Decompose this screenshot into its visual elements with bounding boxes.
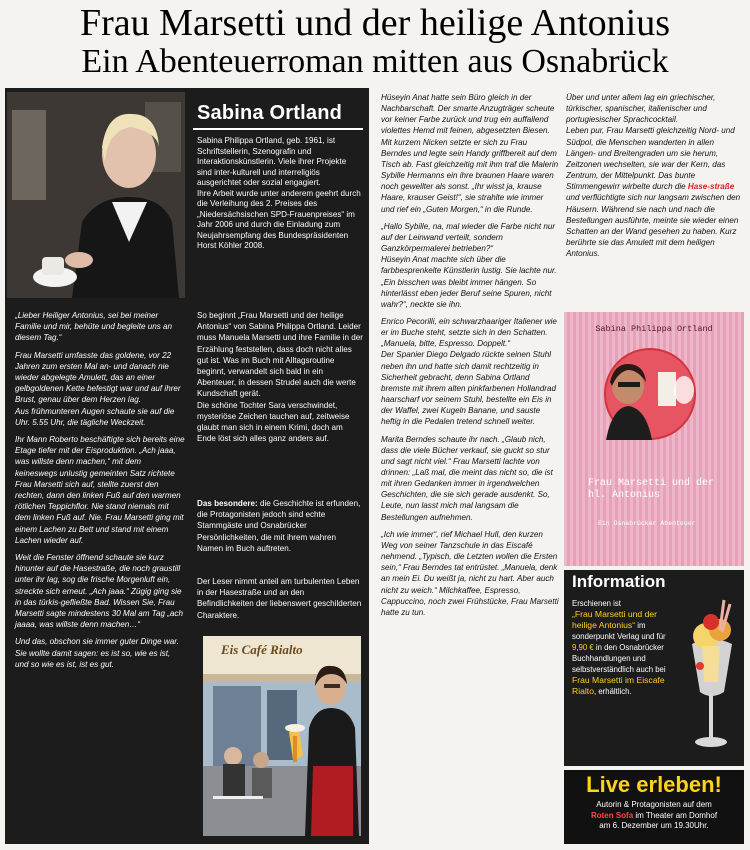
info-text: im sonderpunkt Verlag und für: [572, 621, 666, 641]
story-paragraph: Frau Marsetti umfasste das goldene, vor 22 Jahren zum ersten Mal an- und danach nie wieder abgelegte Amulett, das an einer gelbgoldenen Kette befestigt war und auf ihrer Brust, genau über dem Herzen lag.: [15, 350, 181, 405]
book-author: Sabina Philippa Ortland: [595, 324, 713, 334]
info-text: , erhältlich.: [593, 687, 632, 696]
live-text: [564, 800, 744, 832]
info-price: 9,90 €: [572, 643, 594, 652]
cafe-sign: Eis Café Rialto: [221, 642, 303, 657]
story-paragraph: Weit die Fenster öffnend schaute sie kurz hinunter auf die Hasestraße, die noch graustill unter ihr lag, sog die frische Morgenluft ein, streckte sich erneut. „Ach jaaa.“ Zügig ging sie in das türkis-gefließte Bad. Wissen Sie, Frau Marsetti sagte mindestens 30 Mal am Tag „ach jaaaa, was willste denn machen…“: [15, 553, 183, 630]
book-cover: [564, 312, 744, 566]
besonderes-box: [197, 498, 363, 554]
headline-line-1: Frau Marsetti und der heilige Antonius: [80, 2, 670, 44]
story-paragraph: Die schöne Tochter Sara verschwindet, mysteriöse Zeichen tauchen auf, zeitweise glaubt man sich in einem Krimi, doch am Ende löst sich alles ganz anders auf.: [197, 400, 350, 444]
live-text-line: im Theater am Domhof: [633, 810, 718, 820]
story-mid-column: [197, 310, 363, 450]
book-title: Frau Marsetti und der hl. Antonius: [588, 478, 715, 501]
live-heading: Live erleben!: [586, 772, 722, 797]
story-paragraph: [566, 125, 744, 259]
hasestrasse-link: Hase-straße: [687, 182, 735, 192]
author-bio: [197, 136, 363, 252]
story-paragraph: „Ich wie immer“, rief Michael Hull, den kurzen Weg von seiner Tanzschule in das Eiscafé nehmend. „Typisch, die Letzten wollen die Ersten sein,“ Frau Berndes tat entrüstet. „Manuela, denk an mein Ei. Du weißt ja, nicht zu hart. Aber auch nicht zu weich.“ Milchkaffee, Espresso, Cappuccino, noch zwei Frühstücke, Frau Marsetti hatte zu tun.: [381, 529, 559, 617]
story-paragraph: Aus frühmunteren Augen schaute sie auf die Uhr. 5.55 Uhr, die tägliche Weckzeit.: [15, 406, 175, 427]
info-text: Erschienen ist: [572, 599, 621, 608]
story-paragraph: „Lieber Heiliger Antonius, sei bei meiner Familie und mir, behüte und begleite uns an diesem Tag.“: [15, 311, 173, 343]
left-article-block: [5, 88, 369, 844]
story-text: Leben pur, Frau Marsetti gleichzeitig Nord- und Südpol, die Menschen wanderten in allen Längen- und Breitengraden um sie herum, Zeitzonen wechselten, sie war der Kern, das Zentrum, der Mittelpunkt. Das bunte Stimmengewirr wirbelte durch die: [566, 126, 735, 192]
story-paragraph: „Hallo Sybille, na, mal wieder die Farbe nicht nur auf der Leinwand verteilt, sondern Ganzkörpermalerei betrieben?“: [381, 221, 556, 254]
story-paragraph: Ihr Mann Roberto beschäftigte sich bereits eine Etage tiefer mit der Eisproduktion. „Ach jaaa, was willste denn machen,“ mit dem keineswegs unlustig gemeinten Satz richtete Frau Marsetti sich auf, stellte zuerst den rechten, dann den linken Fuß auf den warmen rötlichen Teppichflor. Nie stand niemals mit dem linken Fuß auf. Nie. Frau Marsetti ging mit einem Lachen zu Bett und stand mit einem Lachen wieder auf.: [15, 435, 185, 545]
information-heading: Information: [572, 572, 666, 591]
story-paragraph: Hüseyin Anat hatte sein Büro gleich in der Nachbarschaft. Der smarte Anzugträger scheute vor keiner Farbe zurück und trug ein auffallend violettes Hemd mit feinen, abgesetzten Biesen. Mit kurzem Nicken setzte er sich zu Frau Berndes und legte sein Handy griffbereit auf dem Tisch ab. Fast gleichzeitig mit ihm traf die Malerin Sybille Hermanns ein ihre braunen Haare waren noch gewellter als sonst. „Ihr wisst ja, krause Haare, krauser Geist!“, sie strahlte wie immer und rief ein „Guten Morgen,“ in die Runde.: [381, 93, 559, 214]
besonderes-text: die Geschichte ist erfunden, die Protagonisten jedoch sind echte Stammgäste und Osnabrücker Persönlichkeiten, die mit ihrem wahren Namen im Buch auftreten.: [197, 499, 361, 553]
story-paragraph: Marita Berndes schaute ihr nach. „Glaub nich, dass die viele Bücher verkauf, sie guckt so stur und sagt nicht viel.“ Frau Marsetti lachte von drinnen: „Laß mal, die meint das nicht so, die ist mit ihren Gedanken immer in irgendwelchen Geschichten, die sie sich gerade ausdenkt. So, Leute, nun lasst mich mal langsam die Bestellungen aufnehmen.: [381, 434, 553, 522]
live-erleben-box: [564, 770, 744, 844]
live-text-line: Autorin & Protagonisten auf dem: [596, 800, 712, 809]
story-column-3: [381, 92, 559, 624]
story-text: und verflüchtigte sich nur langsam zwischen den Häusern. Während sie nach und nach die Bestellungen ausführte, meinte sie wieder einen Schatten an der Wand gesehen zu haben. Kurz berührte sie das Amulett mit dem heiligen Antonius.: [566, 193, 741, 259]
story-paragraph: Hüseyin Anat machte sich über die farbbesprenkelte Künstlerin lustig. Sie lachte nur. „Ein bisschen was bleibt immer hängen. So hinterlässt eben jeder Beruf seine Spuren, nicht wahr?“, neckte sie ihn.: [381, 255, 557, 309]
live-text-line: am 6. Dezember um 19.30Uhr.: [599, 821, 709, 830]
author-photo: [7, 92, 185, 298]
author-bio-paragraph: Sabina Philippa Ortland, geb. 1961, ist Schriftstellerin, Szenografin und Interaktionskünstlerin. Viele ihrer Projekte sind inter-kulturell und interreligiös ausgerichtet oder sozial engagiert.: [197, 136, 347, 187]
information-text: [572, 598, 680, 697]
cafe-photo: [203, 636, 361, 836]
ice-cream-photo: [680, 582, 742, 760]
story-paragraph: So beginnt „Frau Marsetti und der heilige Antonius“ von Sabina Philippa Ortland. Leider muss Manuela Marsetti und ihre Familie in der Erzählung feststellen, dass doch nicht alles gut ist. Was im Buch mit Alltagsroutine beginnt, verwandelt sich bald in ein Abenteuer, in dessen Strudel auch die werte Kundschaft gerät.: [197, 311, 363, 399]
story-paragraph: Enrico Pecorilli, ein schwarzhaariger Italiener wie er im Buche steht, setzte sich in den Schatten. „Manuela, bitte, Espresso. Doppelt.“: [381, 316, 557, 349]
besonderes-label: Das besondere:: [197, 499, 258, 508]
story-column-4: [566, 92, 744, 265]
info-book-title: „Frau Marsetti und der heilige Antonius“: [572, 609, 658, 630]
info-shop: Frau Marsetti im Eiscafe Rialto: [572, 675, 665, 696]
author-name-rule: [193, 128, 363, 130]
leser-paragraph: Der Leser nimmt anteil am turbulenten Leben in der Hasestraße und an den Befindlichkeiten der liebenswert geschilderten Charaktere.: [197, 577, 362, 620]
story-left-column: [15, 310, 185, 676]
story-paragraph: Über und unter allem lag ein griechischer, türkischer, spanischer, italienischer und portugiesischer Sprachcocktail.: [566, 93, 716, 125]
info-text: in den Osnabrücker Buchhandlungen und selbstverständlich auch bei: [572, 643, 666, 674]
story-paragraph: Der Spanier Diego Delgado rückte seinen Stuhl neben ihn und hatte sich damit rechtzeitig in Sicherheit gebracht, denn Sabina Ortland bremste mit ihrem alten pinkfarbenen Hollandrad haarscharf vor seinem Stuhl, bestellte ein Eis in der Waffel, zwei Kugeln Banane, und sauste heftig in die Pedalen tretend schnell weiter.: [381, 350, 557, 427]
author-bio-paragraph: Ihre Arbeit wurde unter anderem geehrt durch die Verleihung des 2. Preises des „Niedersächsischen SPD-Frauenpreises“ im Jahr 2006 und durch die Einladung zum Neujahrsempfang des Bundespräsidenten Horst Köhler 2008.: [197, 188, 361, 250]
headline-line-2: Ein Abenteuerroman mitten aus Osnabrück: [81, 43, 669, 80]
author-name-heading: Sabina Ortland: [197, 102, 343, 124]
information-box: [564, 570, 744, 766]
book-subtitle: Ein Osnabrücker Abenteuer: [598, 520, 696, 527]
story-paragraph: Und das, obschon sie immer guter Dinge war. Sie wollte damit sagen: es ist so, wie es ist, und so wie es ist, ist es gut.: [15, 637, 179, 669]
live-venue: Roten Sofa: [590, 810, 634, 820]
